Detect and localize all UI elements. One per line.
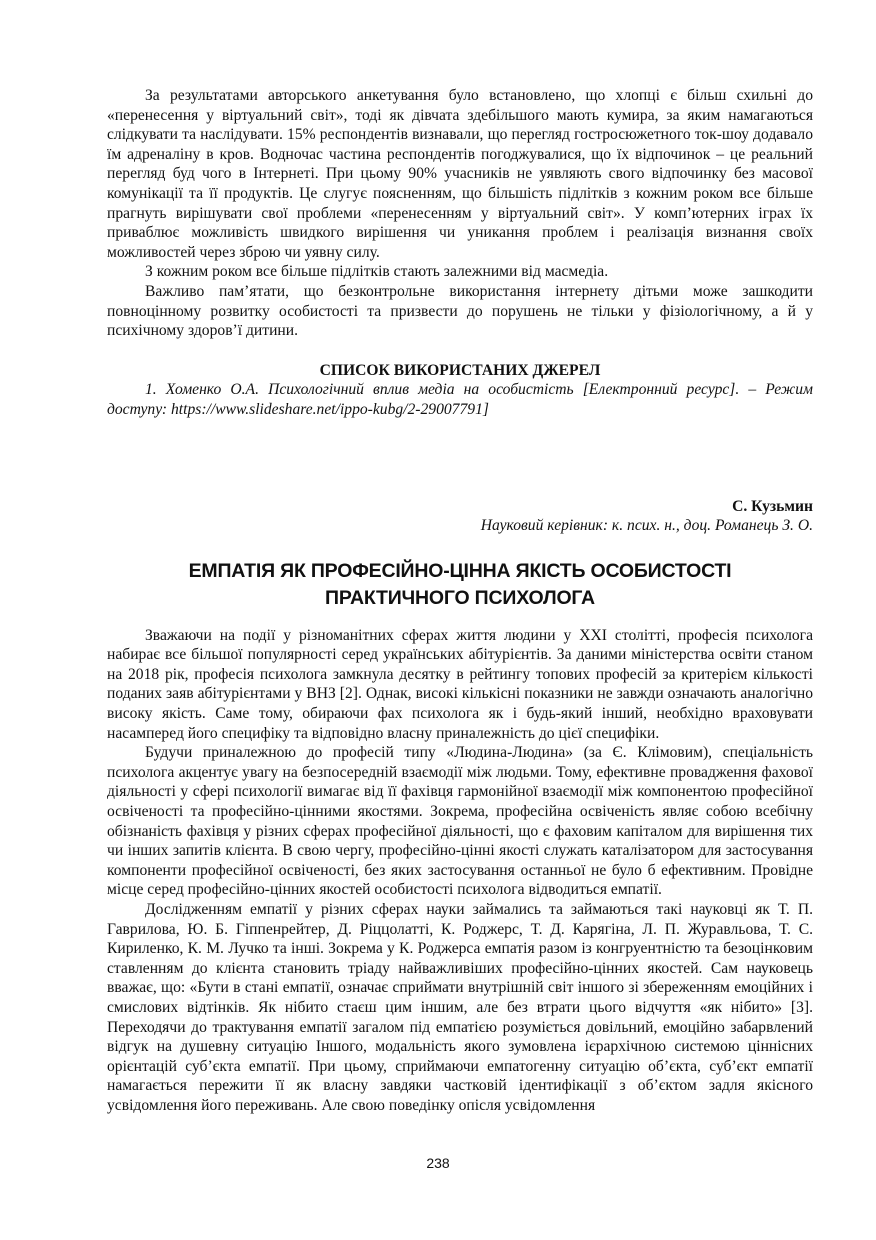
paragraph: За результатами авторського анкетування було встановлено, що хлопці є більш схильні до «перенесення у віртуальний світ», тоді як дівчата здебільшого мають кумира, за яким намагаються слідкувати та наслідувати. 15% респондентів визнавали, що перегляд гостросюжетного ток-шоу додавало їм адреналіну в кров. Водночас частина респондентів погоджувалися, що їх відпочинок – це реальний перегляд буд чого в Інтернеті. При цьому 90% учасників не уявляють свого відпочинку без масової комунікації та її продуктів. Це слугує поясненням, що більшість підлітків з кожним роком все більше прагнуть вирішувати свої проблеми «перенесенням у віртуальний світ». У комп’ютерних іграх їх приваблює можливість швидкого вирішення чи уникання проблем і реалізація визнання своїх можливостей через зброю чи уявну силу.	[107, 87, 813, 261]
reference-item: 1. Хоменко О.А. Психологічний вплив медіа на особистість [Електронний ресурс]. – Режим доступу: https://www.slideshare.net/ippo-kubg/2-29007791]	[107, 381, 813, 418]
paragraph: Будучи приналежною до професій типу «Людина-Людина» (за Є. Клімовим), спеціальність психолога акцентує увагу на безпосередній взаємодії між людьми. Тому, ефективне провадження фахової діяльності у сфері психології вимагає від її фахівця гармонійної взаємодії між компонентою професійної освіченості та професійно-цінними якостями. Зокрема, професійна освіченість являє собою всебічну обізнаність фахівця у різних сферах професійної діяльності, що є фаховим капіталом для вирішення тих чи інших запитів клієнта. В свою чергу, професійно-цінні якості служать каталізатором для застосування компоненти професійної освіченості, без яких застосування останньої не було б ефективним. Провідне місце серед професійно-цінних якостей особистості психолога відводиться емпатії.	[107, 744, 813, 899]
article-title-line: ПРАКТИЧНОГО ПСИХОЛОГА	[325, 586, 595, 609]
page-number: 238	[426, 1155, 450, 1171]
references-heading: СПИСОК ВИКОРИСТАНИХ ДЖЕРЕЛ	[319, 361, 601, 379]
paragraph: Важливо пам’ятати, що безконтрольне використання інтернету дітьми може зашкодити повноцінному розвитку особистості та призвести до порушень не тільки у фізіологічному, а й у психічному здоров’ї дитини.	[107, 282, 813, 340]
article-title	[107, 558, 813, 612]
paragraph: Зважаючи на події у різноманітних сферах життя людини у ХХІ столітті, професія психолога набирає все більшої популярності серед українських абітурієнтів. За даними міністерства освіти станом на 2018 рік, професія психолога замкнула десятку в рейтингу топових професій за критерієм кількості поданих заяв абітурієнтами у ВНЗ [2]. Однак, високі кількісні показники не завжди означають аналогічно високу якість. Саме тому, обираючи фах психолога як і будь-який інший, необхідно враховувати насамперед його специфіку та відповідно власну приналежність до цієї специфіки.	[107, 626, 813, 742]
article-advisor: Науковий керівник: к. псих. н., доц. Романець З. О.	[480, 517, 813, 535]
paragraph: З кожним роком все більше підлітків стають залежними від масмедіа.	[145, 263, 609, 281]
article-author: С. Кузьмин	[732, 497, 813, 515]
article-title-line: ЕМПАТІЯ ЯК ПРОФЕСІЙНО-ЦІННА ЯКІСТЬ ОСОБИСТОСТІ	[188, 559, 732, 582]
document-page	[107, 86, 813, 1116]
paragraph: Дослідженням емпатії у різних сферах науки займались та займаються такі науковці як Т. П. Гаврилова, Ю. Б. Гіппенрейтер, Д. Ріццолатті, К. Роджерс, Т. Д. Карягіна, Л. П. Журавльова, Т. С. Кириленко, К. М. Лучко та інші. Зокрема у К. Роджерса емпатія разом із конгруентністю та безоцінковим ставленням до клієнта становить тріаду найважливіших професійно-цінних якостей. Сам науковець вважає, що: «Бути в стані емпатії, означає сприймати внутрішній світ іншого зі збереженням емоційних і смислових відтінків. Як нібито стаєш цим іншим, але без втрати цього відчуття «як нібито» [3]. Переходячи до трактування емпатії загалом під емпатією розуміється довільний, емоційно забарвлений відгук на душевну ситуацію Іншого, модальність якого зумовлена ієрархічною системою ціннісних орієнтацій суб’єкта емпатії. При цьому, сприймаючи емпатогенну ситуацію об’єкта, суб’єкт емпатії намагається пережити її як власну завдяки частковій ідентифікації з об’єктом задля якісного усвідомлення його переживань. Але свою поведінку опісля усвідомлення	[107, 901, 813, 1114]
